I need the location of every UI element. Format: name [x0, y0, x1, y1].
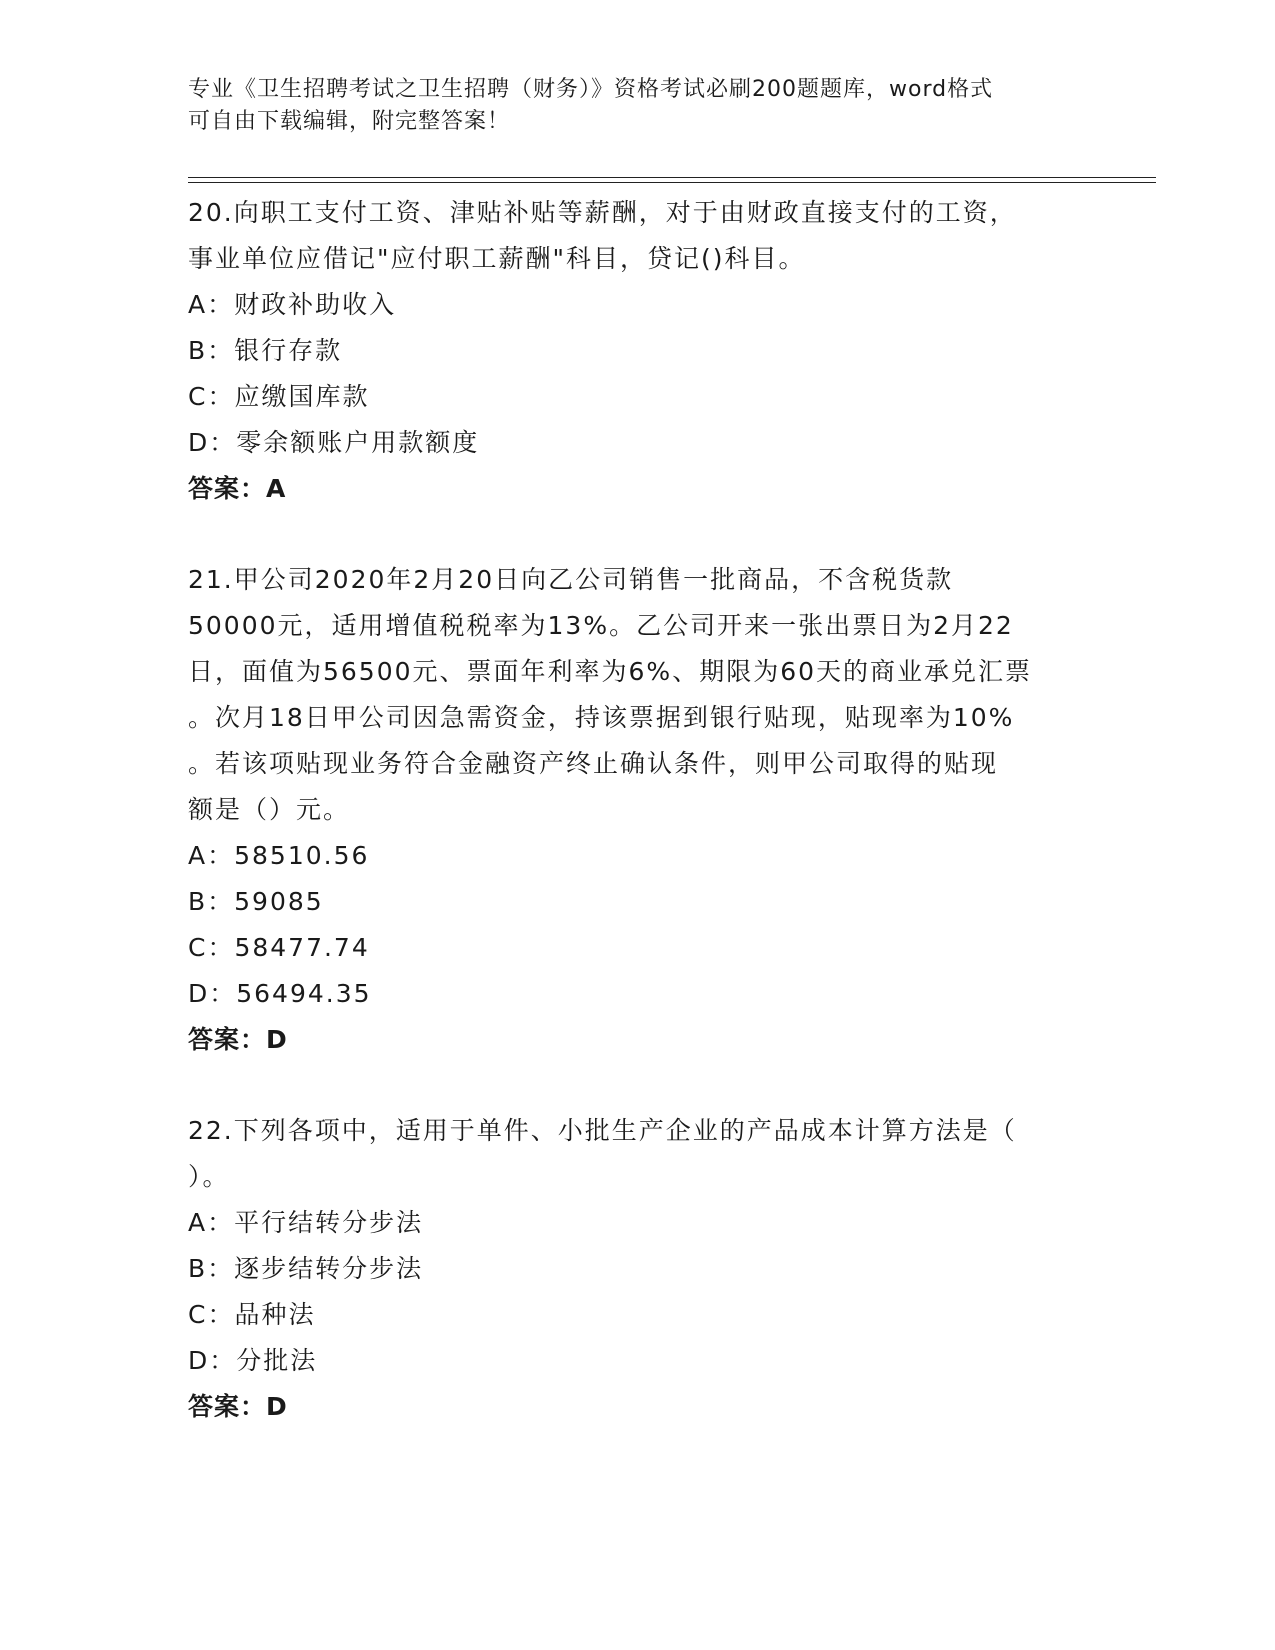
- question-stem-line: 50000元，适用增值税税率为13%。乙公司开来一张出票日为2月22: [188, 611, 1014, 640]
- header-divider-top: [188, 177, 1156, 178]
- option-c: C：应缴国库款: [188, 382, 370, 411]
- question-stem-line: 22.下列各项中，适用于单件、小批生产企业的产品成本计算方法是（: [188, 1116, 1017, 1145]
- question-stem-line: 额是（）元。: [188, 795, 351, 824]
- option-b: B：59085: [188, 887, 324, 916]
- option-a: A：平行结转分步法: [188, 1208, 424, 1237]
- question-stem-line: 21.甲公司2020年2月20日向乙公司销售一批商品，不含税货款: [188, 565, 954, 594]
- option-a: A：财政补助收入: [188, 290, 397, 319]
- option-c: C：品种法: [188, 1300, 316, 1329]
- header-divider-bottom: [188, 182, 1156, 183]
- option-b: B：银行存款: [188, 336, 343, 365]
- question-21: [188, 557, 1088, 1063]
- question-stem-line: 事业单位应借记"应付职工薪酬"科目，贷记()科目。: [188, 244, 806, 273]
- question-stem-line: ）。: [188, 1162, 230, 1191]
- option-b: B：逐步结转分步法: [188, 1254, 424, 1283]
- option-d: D：零余额账户用款额度: [188, 428, 480, 457]
- option-c: C：58477.74: [188, 933, 370, 962]
- question-stem-line: 日，面值为56500元、票面年利率为6%、期限为60天的商业承兑汇票: [188, 657, 1033, 686]
- question-stem-line: 20.向职工支付工资、津贴补贴等薪酬，对于由财政直接支付的工资，: [188, 198, 1017, 227]
- header-line-1: 专业《卫生招聘考试之卫生招聘（财务）》资格考试必刷200题题库，word格式: [188, 77, 994, 102]
- answer-label: 答案：D: [188, 1392, 288, 1421]
- question-22: [188, 1108, 1088, 1430]
- option-d: D：56494.35: [188, 979, 372, 1008]
- question-20: [188, 190, 1088, 512]
- option-d: D：分批法: [188, 1346, 318, 1375]
- answer-label: 答案：A: [188, 474, 287, 503]
- question-stem-line: 。次月18日甲公司因急需资金，持该票据到银行贴现，贴现率为10%: [188, 703, 1015, 732]
- question-stem-line: 。若该项贴现业务符合金融资产终止确认条件，则甲公司取得的贴现: [188, 749, 999, 778]
- option-a: A：58510.56: [188, 841, 370, 870]
- header-line-2: 可自由下载编辑，附完整答案！: [188, 109, 511, 134]
- document-header: [188, 74, 1088, 138]
- answer-label: 答案：D: [188, 1025, 288, 1054]
